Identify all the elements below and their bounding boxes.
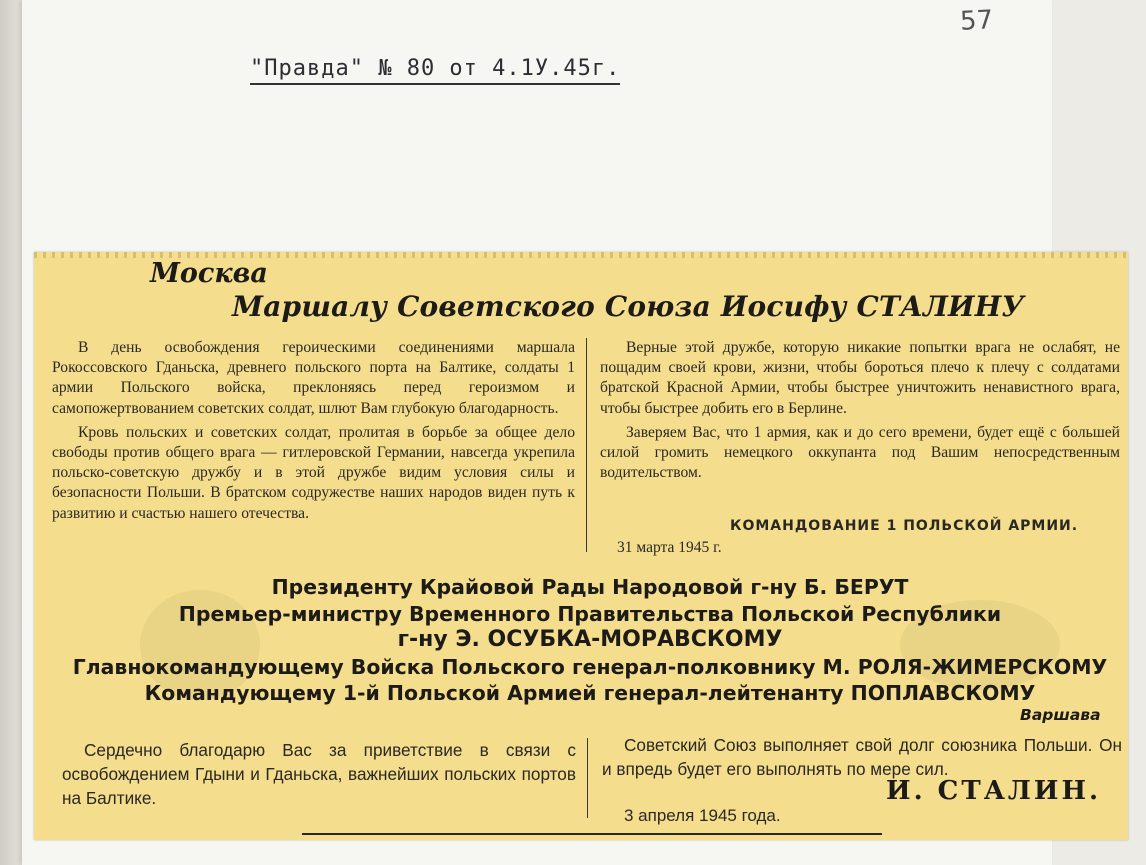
telegram-paragraph: В день освобождения героическими соединениями маршала Рокоссовского Гданьска, древнего польского порта на Балтике, солдаты 1 армии Польского войска, преклоняясь перед героизмом и самопожертвованием советских солдат, шлют Вам глубокую благодарность. [52, 339, 575, 417]
telegram-right-column [600, 338, 1120, 483]
header-underline [250, 83, 620, 85]
typed-source-header [250, 56, 620, 81]
recipient-line: Командующему 1-й Польской Армией генерал-лейтенанту ПОПЛАВСКОМУ [144, 681, 1036, 705]
reply-recipients [60, 574, 1120, 707]
recipient-line: г-ну Э. ОСУБКА-МОРАВСКОМУ [397, 627, 783, 652]
telegram-city: Москва [150, 258, 268, 289]
recipient-line: Президенту Крайовой Рады Народовой г-ну Б. БЕРУТ [271, 575, 909, 599]
telegram-paragraph: Кровь польских и советских солдат, пролитая в борьбе за общее дело свободы против общего врага — гитлеровской Германии, навсегда укрепила польско-советскую дружбу и в этой дружбе видим условия силы и безопасности Польши. В братском содружестве наших народов виден путь к развитию и счастью нашего отечества. [52, 423, 575, 522]
reply-signature: И. СТАЛИН. [886, 776, 1102, 806]
telegram-addressee: Маршалу Советского Союза Иосифу СТАЛИНУ [232, 290, 1025, 323]
telegram-date: 31 марта 1945 г. [617, 539, 722, 556]
recipient-line: Премьер-министру Временного Правительства Польской Республики [178, 601, 1002, 626]
reply-right-column [602, 733, 1122, 781]
page-number: 57 [959, 5, 994, 37]
bottom-rule [302, 833, 882, 835]
telegram-paragraph: Верные этой дружбе, которую никакие попытки врага не ослабят, не пощадим своей крови, жизни, чтобы бороться плечо к плечу с солдатами братской Красной Армии, чтобы быстрее уничтожить ненавистного врага, чтобы быстрее добить его в Берлине. [600, 339, 1120, 417]
telegram-left-column [52, 338, 575, 524]
reply-left-column [62, 738, 576, 810]
telegram-signature: КОМАНДОВАНИЕ 1 ПОЛЬСКОЙ АРМИИ. [730, 518, 1079, 534]
reply-city: Варшава [1020, 706, 1101, 724]
typed-source-text: "Правда" № 80 от 4.1У.45г. [250, 56, 621, 81]
binding-edge [0, 0, 22, 865]
reply-column-divider [587, 738, 588, 818]
reply-paragraph: Советский Союз выполняет свой долг союзника Польши. Он и впредь будет его выполнять по мере сил. [602, 735, 1122, 779]
reply-date: 3 апреля 1945 года. [624, 806, 781, 825]
recipient-line: Главнокомандующему Войска Польского генерал-полковнику М. РОЛЯ-ЖИМЕРСКОМУ [72, 654, 1108, 679]
telegram-paragraph: Заверяем Вас, что 1 армия, как и до сего времени, будет ещё с большей силой громить немецкого оккупанта под Вашим непосредственным водительством. [600, 423, 1120, 482]
column-divider [586, 338, 587, 552]
reply-paragraph: Сердечно благодарю Вас за приветствие в связи с освобождением Гдыни и Гданьска, важнейших польских портов на Балтике. [62, 740, 576, 808]
